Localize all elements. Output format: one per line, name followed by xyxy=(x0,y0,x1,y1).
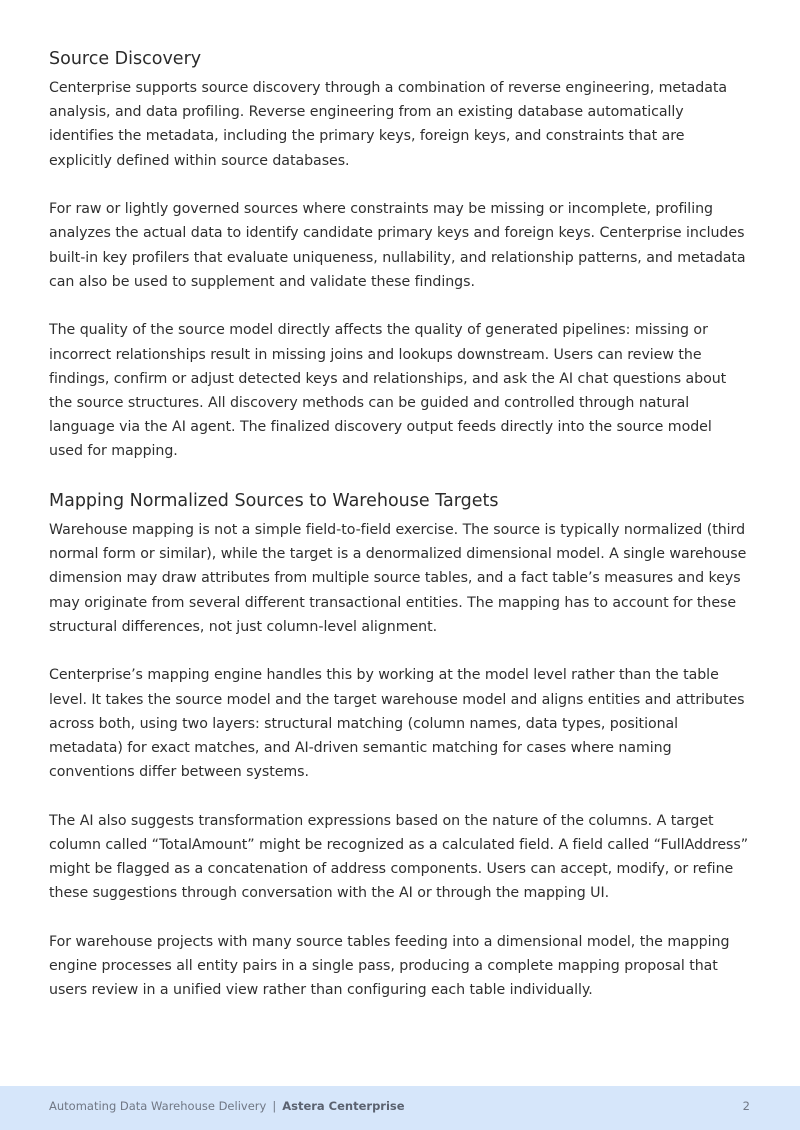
footer-left xyxy=(49,1099,405,1113)
paragraph: Centerprise supports source discovery through a combination of reverse engineering, metadata analysis, and data profiling. Reverse engineering from an existing database automatically identifies the metadata, including the primary keys, foreign keys, and constraints that are explicitly defined within source databases. xyxy=(49,80,728,169)
footer-brand: Astera Centerprise xyxy=(282,1099,405,1113)
footer-separator: | xyxy=(272,1099,277,1113)
section-source-discovery xyxy=(49,46,749,464)
paragraph: Centerprise’s mapping engine handles this by working at the model level rather than the table level. It takes the source model and the target warehouse model and aligns entities and attributes across both, using two layers: structural matching (column names, data types, positional metadata) for exact matches, and AI-driven semantic matching for cases where naming conventions differ between systems. xyxy=(49,667,745,781)
paragraph: For warehouse projects with many source tables feeding into a dimensional model, the mapping engine processes all entity pairs in a single pass, producing a complete mapping proposal that users review in a unified view rather than configuring each table individually. xyxy=(49,934,730,999)
footer-document-title: Automating Data Warehouse Delivery xyxy=(49,1099,267,1113)
page-content xyxy=(49,46,749,1003)
paragraph: For raw or lightly governed sources where constraints may be missing or incomplete, profiling analyzes the actual data to identify candidate primary keys and foreign keys. Centerprise includes built-in key profilers that evaluate uniqueness, nullability, and relationship patterns, and metadata can also be used to supplement and validate these findings. xyxy=(49,201,746,290)
section-heading: Mapping Normalized Sources to Warehouse Targets xyxy=(49,491,499,512)
page-number: 2 xyxy=(742,1099,750,1113)
section-heading: Source Discovery xyxy=(49,49,202,69)
paragraph: The quality of the source model directly affects the quality of generated pipelines: missing or incorrect relationships result in missing joins and lookups downstream. Users can review the findings, confirm or adjust detected keys and relationships, and ask the AI chat questions about the source structures. All discovery methods can be guided and controlled through natural language via the AI agent. The finalized discovery output feeds directly into the source model used for mapping. xyxy=(49,322,727,460)
page-footer xyxy=(0,1086,800,1130)
paragraph: Warehouse mapping is not a simple field-to-field exercise. The source is typically normalized (third normal form or similar), while the target is a denormalized dimensional model. A single warehouse dimension may draw attributes from multiple source tables, and a fact table’s measures and keys may originate from several different transactional entities. The mapping has to account for these structural differences, not just column-level alignment. xyxy=(49,522,747,635)
section-mapping xyxy=(49,488,749,1003)
paragraph: The AI also suggests transformation expressions based on the nature of the columns. A target column called “TotalAmount” might be recognized as a calculated field. A field called “FullAddress” might be flagged as a concatenation of address components. Users can accept, modify, or refine these suggestions through conversation with the AI or through the mapping UI. xyxy=(49,812,749,902)
